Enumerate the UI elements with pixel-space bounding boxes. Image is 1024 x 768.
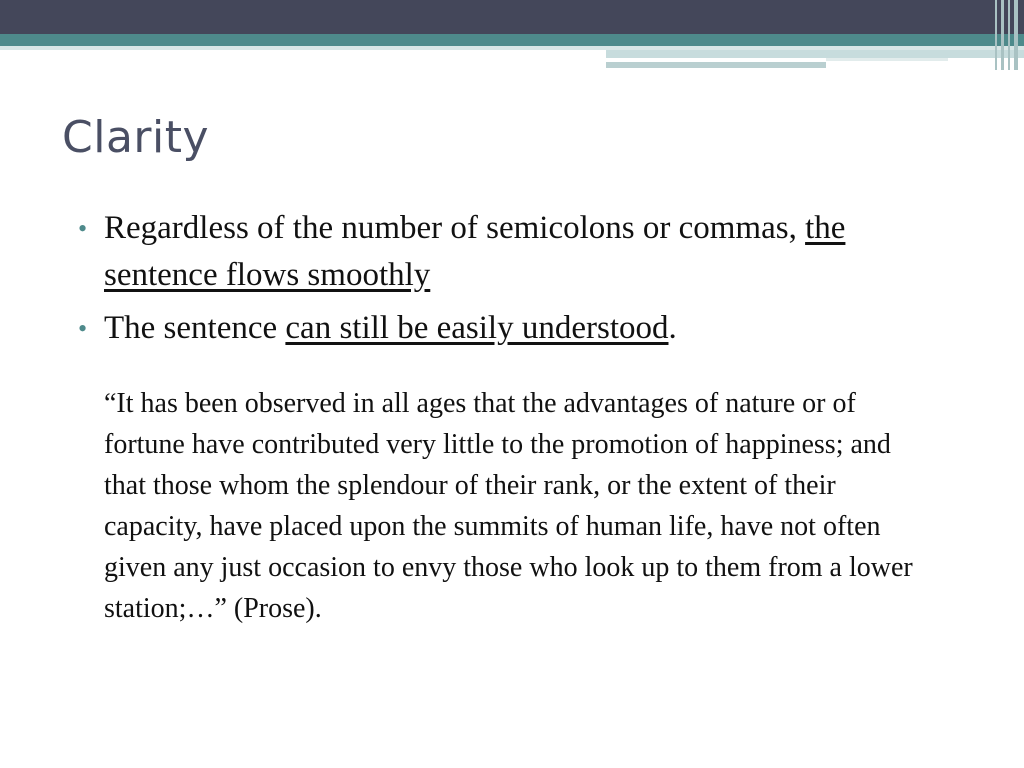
bullet-underlined-text: can still be easily understood — [285, 310, 669, 346]
header-bar — [0, 0, 1024, 34]
header-decoration-line — [1008, 0, 1010, 70]
header-accent-band — [0, 34, 1024, 46]
header-decoration-bar — [826, 58, 948, 61]
bullet-text: The sentence — [104, 310, 286, 346]
bullet-marker: • — [78, 214, 88, 243]
slide-title: Clarity — [62, 112, 210, 163]
header-decoration-bar — [606, 50, 1024, 58]
header-decoration-line — [995, 0, 997, 70]
bullet-text-after: . — [668, 310, 677, 346]
bullet-underlined-text: the sentence flows smoothly — [104, 210, 846, 293]
bullet-list — [78, 205, 958, 358]
header-decoration-line — [1014, 0, 1018, 70]
bullet-text: Regardless of the number of semicolons or commas, — [104, 210, 806, 246]
quote-block: “It has been observed in all ages that the advantages of nature or of fortune have contributed very little to the promotion of happiness; and that those whom the splendour of their rank, or the extent of their capacity, have placed upon the summits of human life, have not often given any just occasion to envy those who look up to them from a lower station;…” (Prose). — [104, 388, 913, 624]
header-decoration-bar — [606, 62, 826, 68]
header-decoration-line — [1001, 0, 1004, 70]
bullet-item — [78, 305, 958, 352]
bullet-marker: • — [78, 314, 88, 343]
bullet-item — [78, 205, 958, 299]
